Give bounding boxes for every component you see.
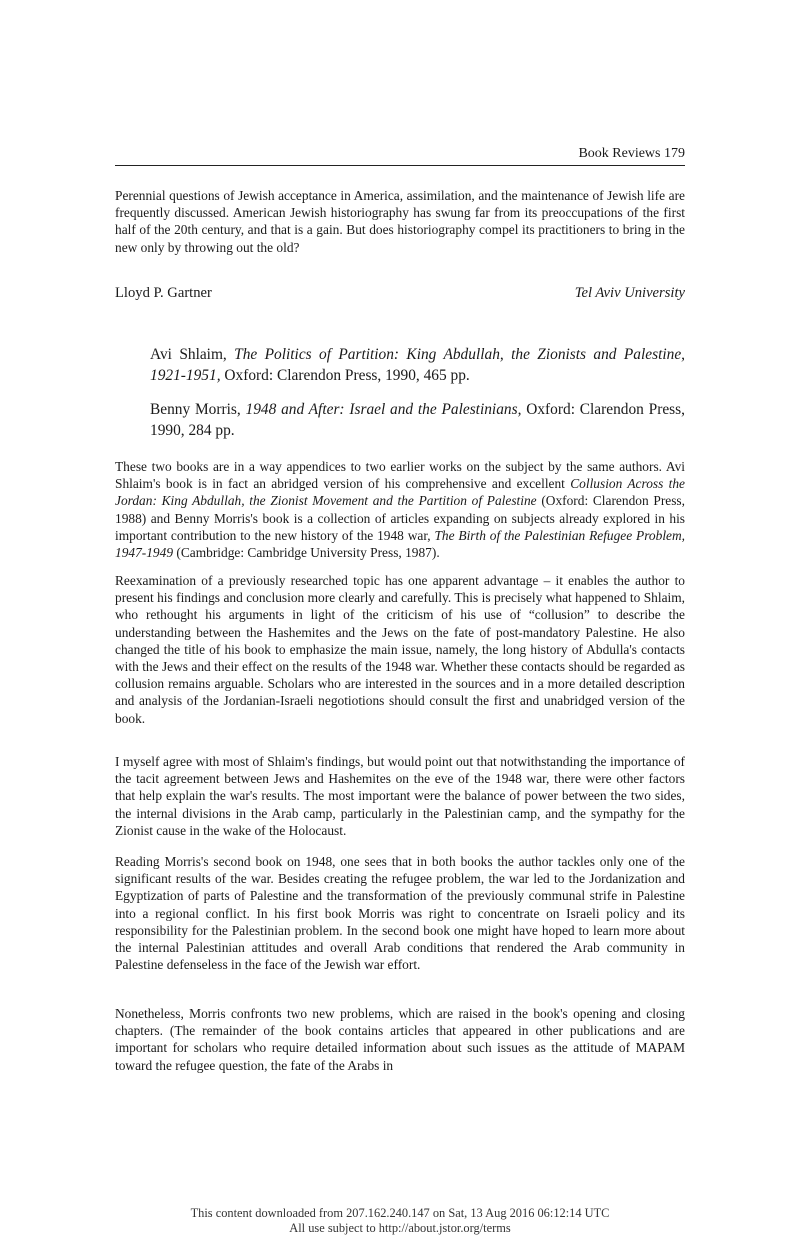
footer-line-1: This content downloaded from 207.162.240.147 on Sat, 13 Aug 2016 06:12:14 UTC [190, 1206, 610, 1220]
review-paragraph-5: Nonetheless, Morris confronts two new problems, which are raised in the book's opening and closing chapters. (The remainder of the book contains articles that appeared in other publications and are important for scholars who require detailed information about such issues as the attitude of MAPAM toward the refugee question, the fate of the Arabs in [115, 1006, 685, 1073]
citation-author: Benny Morris, [150, 401, 246, 418]
citation-author: Avi Shlaim, [150, 346, 235, 363]
review-paragraph-3: I myself agree with most of Shlaim's findings, but would point out that notwithstanding the importance of the tacit agreement between Jews and Hashemites on the eve of the 1948 war, there were other factors that help explain the war's results. The most important were the balance of power between the two sides, the internal divisions in the Arab camp, particularly in the Palestinian camp, and the sympathy for the Zionist cause in the wake of the Holocaust. [115, 754, 685, 838]
review-text: These two books are in a way appendices to two earlier works on the subject by the same authors. Avi Shlaim's book is in fact an abridged version of his comprehensive and excellent [115, 459, 685, 492]
reviewer-signature [115, 285, 685, 302]
reviewer-affiliation: Tel Aviv University [574, 285, 685, 301]
footer-line-2: All use subject to http://about.jstor.org/terms [289, 1221, 511, 1235]
citation-shlaim [150, 344, 685, 386]
citation-morris [150, 399, 685, 441]
review-paragraph-2: Reexamination of a previously researched topic has one apparent advantage – it enables the author to present his findings and conclusion more clearly and carefully. This is precisely what happened to Shlaim, who rethought his arguments in light of the criticism of his use of “collusion” to describe the understanding between the Hashemites and the Jews on the fate of post-mandatory Palestine. He also changed the title of his book to emphasize the main issue, namely, the long history of Abdulla's contacts with the Jews and their effect on the results of the 1948 war. Whether these contacts should be regarded as collusion remains arguable. Scholars who are interested in the sources and in a more detailed description and analysis of the Jordanian-Israeli negotiotions should consult the first and unabridged version of the book. [115, 573, 685, 726]
download-footer [0, 1206, 800, 1236]
running-head: Book Reviews 179 [578, 146, 685, 161]
citation-publication: Oxford: Clarendon Press, 1990, 465 pp. [220, 367, 470, 384]
review-text: (Oxford: Clarendon Press, 1988) and Benny Morris's book is a collection of articles expanding on subjects already explored in his important contribution to the new history of the 1948 war, [115, 493, 685, 543]
citation-title: 1948 and After: Israel and the Palestinians, [245, 401, 522, 418]
citation-title: The Politics of Partition: King Abdullah, the Zionists and Palestine, 1921-1951, [150, 346, 685, 384]
intro-paragraph: Perennial questions of Jewish acceptance in America, assimilation, and the maintenance of Jewish life are frequently discussed. American Jewish historiography has swung far from its preoccupations of the first half of the 20th century, and that is a gain. But does historiography compel its practitioners to bring in the new only by throwing out the old? [115, 188, 685, 255]
reviewer-name: Lloyd P. Gartner [115, 285, 212, 301]
review-paragraph-4: Reading Morris's second book on 1948, one sees that in both books the author tackles only one of the significant results of the war. Besides creating the refugee problem, the war led to the Jordanization and Egyptization of parts of Palestine and the transformation of the previously communal strife in Palestine into a regional conflict. In his first book Morris was right to concentrate on Israeli policy and its responsibility for the Palestinian problem. In the second book one might have hoped to learn more about the internal Palestinian attitudes and overall Arab conditions that rendered the Arab community in Palestine defenseless in the face of the Jewish war effort. [115, 854, 685, 973]
citation-publication: Oxford: Clarendon Press, 1990, 284 pp. [150, 401, 685, 439]
review-text-italic: The Birth of the Palestinian Refugee Problem, 1947-1949 [115, 527, 685, 561]
review-text-italic: Collusion Across the Jordan: King Abdullah, the Zionist Movement and the Partition of Palestine [115, 476, 685, 509]
review-paragraph-1 [115, 458, 685, 561]
header-rule [115, 165, 685, 166]
review-text: (Cambridge: Cambridge University Press, 1987). [173, 545, 440, 561]
